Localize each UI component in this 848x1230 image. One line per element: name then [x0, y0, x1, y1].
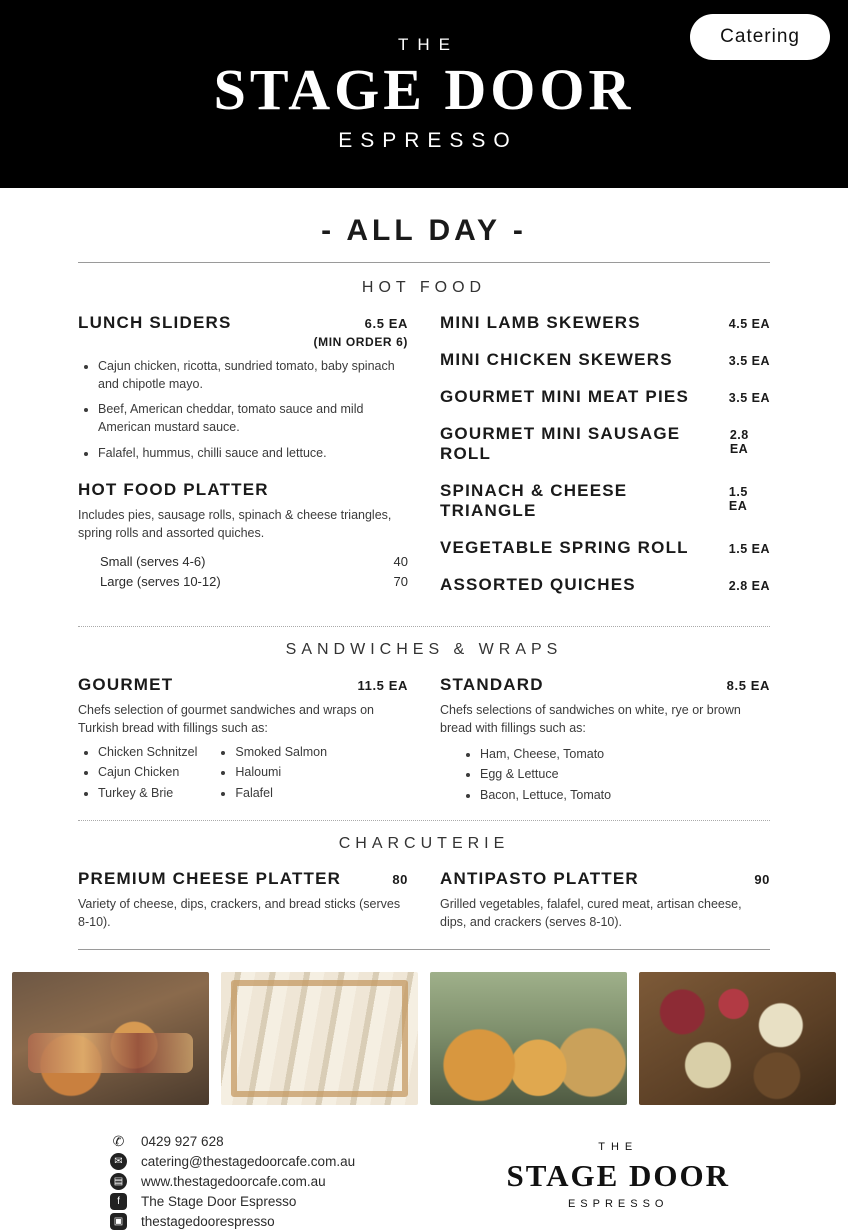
item-title: HOT FOOD PLATTER	[78, 479, 269, 499]
contact-facebook[interactable]	[110, 1193, 355, 1210]
standard-fillings	[440, 745, 770, 803]
phone-number: 0429 927 628	[141, 1133, 224, 1149]
item-title: GOURMET	[78, 675, 174, 694]
section-title-charcuterie: CHARCUTERIE	[338, 834, 510, 852]
footer-logo	[506, 1133, 770, 1210]
menu-item-gourmet-mini-sausage-roll	[440, 424, 770, 464]
item-title: PREMIUM CHEESE PLATTER	[78, 868, 342, 888]
menu-item-assorted-quiches	[440, 575, 770, 595]
menu-item-standard-sandwiches	[440, 675, 770, 806]
gourmet-fillings	[78, 737, 408, 803]
contact-phone	[110, 1133, 355, 1150]
gallery-photo-sandwich-platter	[221, 972, 418, 1105]
item-price: 11.5 EA	[357, 678, 408, 693]
footer-logo-name: STAGE DOOR	[506, 1157, 730, 1193]
list-item: • Haloumi	[235, 763, 327, 781]
contact-details	[110, 1133, 355, 1230]
item-title: GOURMET MINI SAUSAGE ROLL	[440, 424, 681, 463]
menu-item-gourmet-mini-meat-pies	[440, 387, 770, 407]
facebook-icon: f	[110, 1193, 127, 1210]
charcuterie-columns	[78, 869, 770, 931]
menu-item-hot-food-platter	[78, 480, 408, 589]
brand-espresso: ESPRESSO	[338, 129, 518, 152]
hot-food-right-column	[440, 313, 770, 612]
brand-the: THE	[398, 35, 459, 54]
footer-logo-the: THE	[598, 1140, 639, 1153]
item-price: 1.5 EA	[728, 542, 770, 556]
item-description: Chefs selection of gourmet sandwiches and wraps on Turkish bread with fillings such as:	[78, 703, 374, 736]
item-description: Chefs selections of sandwiches on white, rye or brown bread with fillings such as:	[440, 703, 741, 736]
list-item: • Turkey & Brie	[98, 784, 197, 802]
item-title: ASSORTED QUICHES	[440, 575, 636, 594]
page-footer	[0, 1105, 848, 1230]
item-title: MINI LAMB SKEWERS	[440, 313, 641, 332]
platter-size-prices	[100, 554, 408, 589]
item-price: 8.5 EA	[726, 678, 770, 693]
list-item: • Beef, American cheddar, tomato sauce and mild American mustard sauce.	[98, 400, 408, 436]
item-price: 2.8 EA	[729, 428, 749, 456]
table-row	[100, 574, 408, 589]
menu-item-premium-cheese-platter	[78, 869, 408, 931]
contact-instagram[interactable]	[110, 1213, 355, 1230]
photo-gallery	[0, 972, 848, 1105]
menu-item-lunch-sliders	[78, 313, 408, 462]
list-item: • Cajun chicken, ricotta, sundried tomato, baby spinach and chipotle mayo.	[98, 357, 408, 393]
menu-item-antipasto-platter	[440, 869, 770, 931]
item-price: 1.5 EA	[728, 485, 748, 513]
item-description: Grilled vegetables, falafel, cured meat, artisan cheese, dips, and crackers (serves 8-10).	[440, 896, 742, 929]
item-title: STANDARD	[440, 675, 544, 694]
item-description: Includes pies, sausage rolls, spinach & cheese triangles, spring rolls and assorted quiches.	[78, 507, 392, 540]
page-header	[0, 0, 848, 188]
hot-food-left-column	[78, 313, 408, 612]
list-item: • Ham, Cheese, Tomato	[480, 745, 770, 763]
all-day-heading: - ALL DAY -	[321, 214, 527, 247]
item-price: 3.5 EA	[728, 391, 770, 405]
item-price: 3.5 EA	[728, 354, 770, 368]
contact-website[interactable]	[110, 1173, 355, 1190]
size-label: Large (serves 10-12)	[100, 573, 221, 589]
item-price: 2.8 EA	[728, 579, 770, 593]
globe-icon: ▤	[110, 1173, 127, 1190]
list-item: • Chicken Schnitzel	[98, 743, 197, 761]
brand-title: STAGE DOOR	[213, 57, 635, 122]
menu-body	[0, 214, 848, 950]
facebook-handle[interactable]: The Stage Door Espresso	[141, 1193, 297, 1209]
section-title-hot-food: HOT FOOD	[361, 279, 487, 296]
item-description: Variety of cheese, dips, crackers, and bread sticks (serves 8-10).	[78, 896, 401, 929]
gourmet-fillings-col-b	[215, 743, 327, 803]
menu-item-gourmet-sandwiches	[78, 675, 408, 806]
item-price: 6.5 EA	[364, 316, 408, 331]
instagram-icon: ▣	[110, 1213, 127, 1230]
footer-logo-espresso: ESPRESSO	[567, 1197, 669, 1210]
list-item: • Smoked Salmon	[235, 743, 327, 761]
item-price: 80	[392, 871, 408, 887]
item-title: SPINACH & CHEESE TRIANGLE	[440, 481, 628, 520]
gallery-photo-sliders	[12, 972, 209, 1105]
item-price: 90	[754, 871, 770, 887]
list-item: • Falafel	[235, 784, 327, 802]
instagram-handle[interactable]: thestagedoorespresso	[141, 1213, 275, 1229]
list-item: • Bacon, Lettuce, Tomato	[480, 786, 770, 804]
item-title: MINI CHICKEN SKEWERS	[440, 350, 673, 369]
email-address[interactable]: catering@thestagedoorcafe.com.au	[141, 1153, 356, 1169]
size-price: 40	[393, 553, 408, 569]
gallery-photo-grazing-board	[639, 972, 836, 1105]
menu-item-mini-chicken-skewers	[440, 350, 770, 370]
website-url[interactable]: www.thestagedoorcafe.com.au	[141, 1173, 326, 1189]
min-order-note: (MIN ORDER 6)	[313, 335, 408, 349]
list-item: • Falafel, hummus, chilli sauce and lettuce.	[98, 444, 408, 462]
gourmet-fillings-col-a	[78, 743, 197, 803]
email-icon: ✉	[110, 1153, 127, 1170]
divider	[78, 262, 770, 263]
catering-badge[interactable]: Catering	[690, 14, 830, 60]
item-title: GOURMET MINI MEAT PIES	[440, 387, 689, 406]
item-title: VEGETABLE SPRING ROLL	[440, 538, 689, 557]
divider	[78, 949, 770, 950]
table-row	[100, 554, 408, 569]
item-price: 4.5 EA	[728, 317, 770, 331]
section-title-sandwiches: SANDWICHES & WRAPS	[285, 641, 563, 658]
item-title: ANTIPASTO PLATTER	[440, 868, 639, 888]
item-title: LUNCH SLIDERS	[78, 313, 232, 332]
menu-item-spinach-cheese-triangle	[440, 481, 770, 521]
gallery-photo-mini-sliders	[430, 972, 627, 1105]
list-item: • Egg & Lettuce	[480, 765, 770, 783]
menu-item-mini-lamb-skewers	[440, 313, 770, 333]
list-item: • Cajun Chicken	[98, 763, 197, 781]
lunch-sliders-list	[78, 357, 408, 462]
size-price: 70	[393, 573, 408, 589]
sandwiches-columns	[78, 675, 770, 806]
menu-item-vegetable-spring-roll	[440, 538, 770, 558]
divider	[78, 820, 770, 821]
hot-food-columns	[78, 313, 770, 612]
divider	[78, 626, 770, 627]
contact-email[interactable]	[110, 1153, 355, 1170]
size-label: Small (serves 4-6)	[100, 553, 206, 569]
phone-icon: ✆	[112, 1132, 125, 1149]
